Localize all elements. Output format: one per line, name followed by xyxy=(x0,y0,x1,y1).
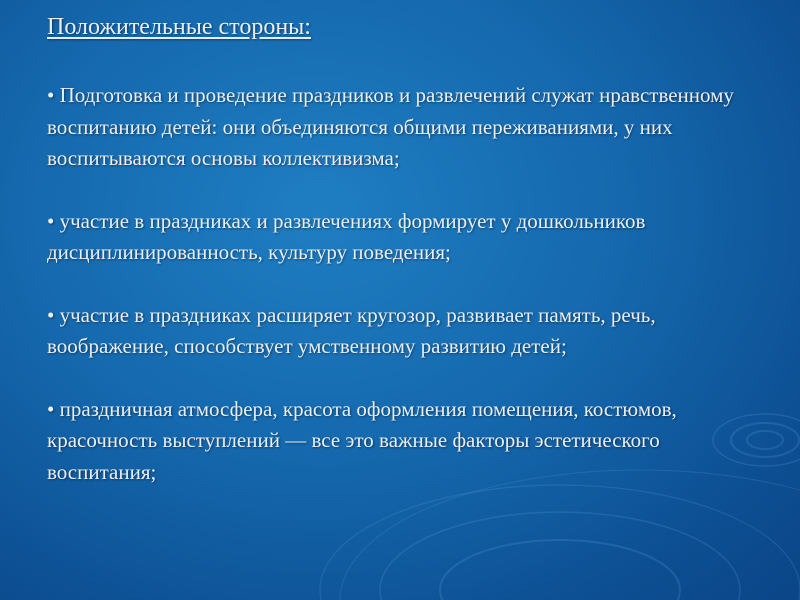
bullet-aesthetic-education: • праздничная атмосфера, красота оформления помещения, костюмов, красочность выступлений — все это важные факторы эстетического воспитания; xyxy=(47,396,677,484)
bullet-discipline: • участие в праздниках и развлечениях формирует у дошкольников дисциплинированность, культуру поведения; xyxy=(47,208,646,264)
bullet-mental-development: • участие в праздниках расширяет кругозор, развивает память, речь, воображение, способствует умственному развитию детей; xyxy=(47,302,656,358)
slide-title: Положительные стороны: xyxy=(47,14,311,40)
slide-content xyxy=(47,12,767,488)
bullet-moral-education: • Подготовка и проведение праздников и развлечений служат нравственному воспитанию детей: они объединяются общими переживаниями, у них воспитываются основы коллективизма; xyxy=(47,83,734,170)
